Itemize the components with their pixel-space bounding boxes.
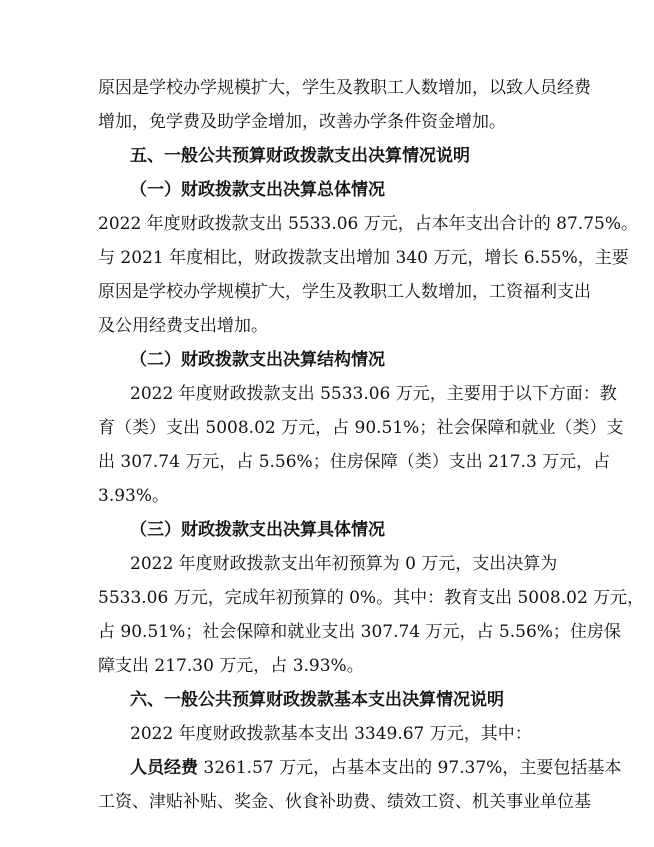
text-fragment: 3261.57 万元，占基本支出的 97.37%，主要包括基本 [198, 758, 622, 778]
text-line: 工资、津贴补贴、奖金、伙食补助费、绩效工资、机关事业单位基 [98, 792, 591, 812]
text-line: 原因是学校办学规模扩大，学生及教职工人数增加，工资福利支出 [98, 282, 591, 302]
text-line: 2022 年度财政拨款支出 5533.06 万元，占本年支出合计的 87.75%。 [98, 214, 638, 234]
text-line: 与 2021 年度相比，财政拨款支出增加 340 万元，增长 6.55%，主要 [98, 248, 629, 268]
text-line: 及公用经费支出增加。 [98, 316, 268, 336]
subsection-heading-2: （二）财政拨款支出决算结构情况 [130, 350, 385, 370]
text-line: 5533.06 万元，完成年初预算的 0%。其中：教育支出 5008.02 万元， [98, 588, 645, 608]
text-line: 2022 年度财政拨款基本支出 3349.67 万元，其中： [130, 724, 532, 744]
text-line: 出 307.74 万元，占 5.56%；住房保障（类）支出 217.3 万元，占 [98, 452, 611, 472]
text-line: 3.93%。 [98, 486, 170, 506]
subsection-heading-3: （三）财政拨款支出决算具体情况 [130, 520, 385, 540]
text-line: 占 90.51%；社会保障和就业支出 307.74 万元，占 5.56%；住房保 [98, 622, 621, 642]
text-line [130, 758, 621, 778]
section-heading-5: 五、一般公共预算财政拨款支出决算情况说明 [130, 146, 470, 166]
section-heading-6: 六、一般公共预算财政拨款基本支出决算情况说明 [130, 690, 504, 710]
bold-term: 人员经费 [130, 758, 198, 778]
text-line: 障支出 217.30 万元，占 3.93%。 [98, 656, 364, 676]
text-line: 2022 年度财政拨款支出年初预算为 0 万元，支出决算为 [130, 554, 558, 574]
text-line: 增加，免学费及助学金增加，改善办学条件资金增加。 [98, 112, 506, 132]
text-line: 原因是学校办学规模扩大，学生及教职工人数增加，以致人员经费 [98, 78, 591, 98]
subsection-heading-1: （一）财政拨款支出决算总体情况 [130, 180, 385, 200]
text-line: 2022 年度财政拨款支出 5533.06 万元，主要用于以下方面：教 [130, 384, 617, 404]
text-line: 育（类）支出 5008.02 万元，占 90.51%；社会保障和就业（类）支 [98, 418, 624, 438]
